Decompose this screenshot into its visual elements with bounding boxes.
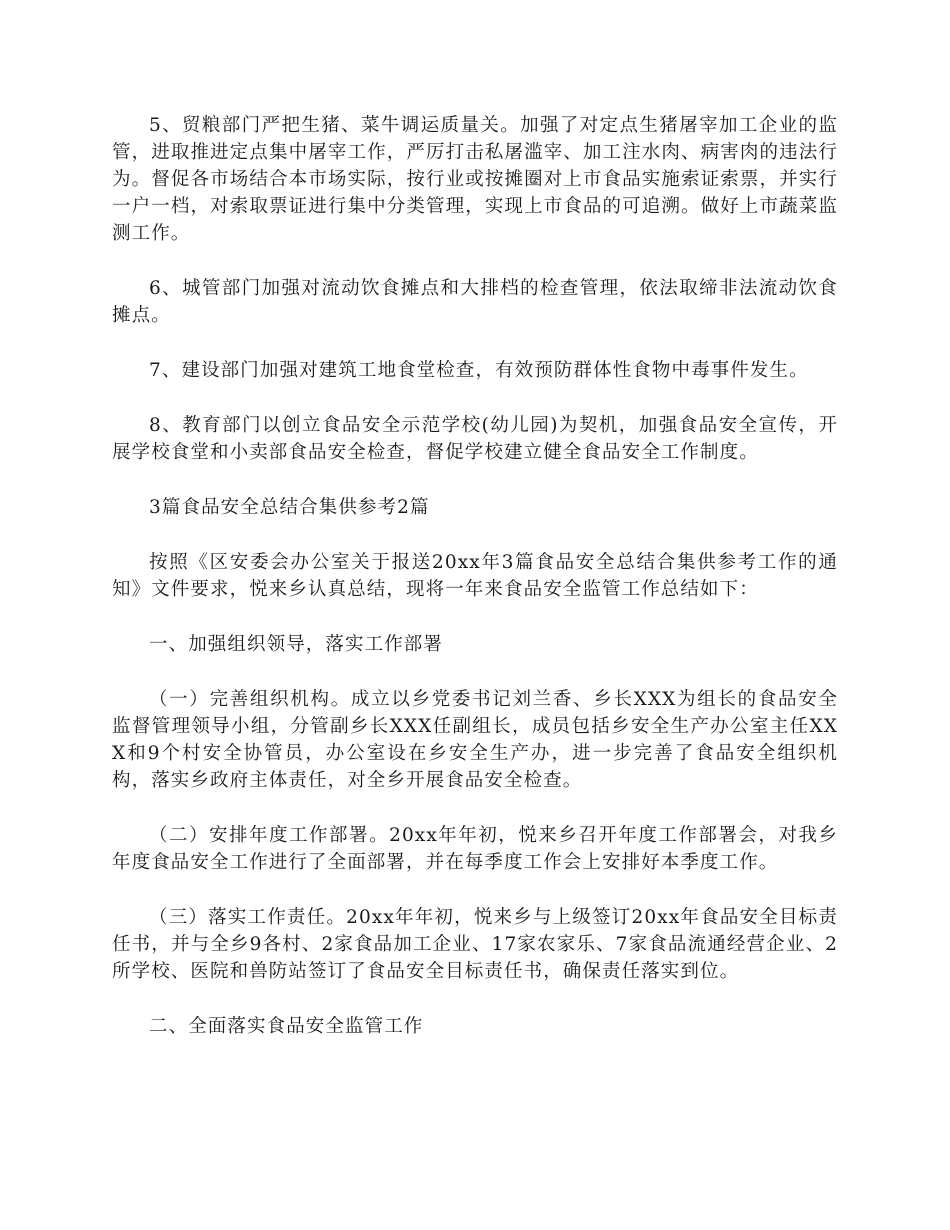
- section-title-summary-collection: 3篇食品安全总结合集供参考2篇: [149, 497, 430, 518]
- paragraph-5-grain-department: 5、贸粮部门严把生猪、菜牛调运质量关。加强了对定点生猪屠宰加工企业的监管，进取推进定点集中屠宰工作，严厉打击私屠滥宰、加工注水肉、病害肉的违法行为。督促各市场结合本市场实际，按行业或按摊圈对上市食品实施索证索票，并实行一户一档，对索取票证进行集中分类管理，实现上市食品的可追溯。做好上市蔬菜监测工作。: [112, 115, 838, 244]
- heading-part-one: 一、加强组织领导，落实工作部署: [149, 634, 444, 655]
- paragraph-6-urban-management: 6、城管部门加强对流动饮食摊点和大排档的检查管理，依法取缔非法流动饮食摊点。: [112, 278, 838, 326]
- paragraph-organization: （一）完善组织机构。成立以乡党委书记刘兰香、乡长XXX为组长的食品安全监督管理领导小组，分管副乡长XXX任副组长，成员包括乡安全生产办公室主任XXX和9个村安全协管员，办公室设在乡安全生产办，进一步完善了食品安全组织机构，落实乡政府主体责任，对全乡开展食品安全检查。: [112, 689, 838, 791]
- paragraph-annual-deployment: （二）安排年度工作部署。20xx年年初，悦来乡召开年度工作部署会，对我乡年度食品安全工作进行了全面部署，并在每季度工作会上安排好本季度工作。: [112, 825, 838, 873]
- heading-part-two: 二、全面落实食品安全监管工作: [149, 1016, 424, 1037]
- paragraph-intro: 按照《区安委会办公室关于报送20xx年3篇食品安全总结合集供参考工作的通知》文件要求，悦来乡认真总结，现将一年来食品安全监管工作总结如下：: [112, 552, 838, 600]
- paragraph-8-education-department: 8、教育部门以创立食品安全示范学校(幼儿园)为契机，加强食品安全宣传，开展学校食堂和小卖部食品安全检查，督促学校建立健全食品安全工作制度。: [112, 415, 838, 463]
- paragraph-7-construction-department: 7、建设部门加强对建筑工地食堂检查，有效预防群体性食物中毒事件发生。: [149, 360, 809, 381]
- paragraph-responsibility: （三）落实工作责任。20xx年年初，悦来乡与上级签订20xx年食品安全目标责任书，并与全乡9各村、2家食品加工企业、17家农家乐、7家食品流通经营企业、2所学校、医院和兽防站签订了食品安全目标责任书，确保责任落实到位。: [112, 907, 838, 982]
